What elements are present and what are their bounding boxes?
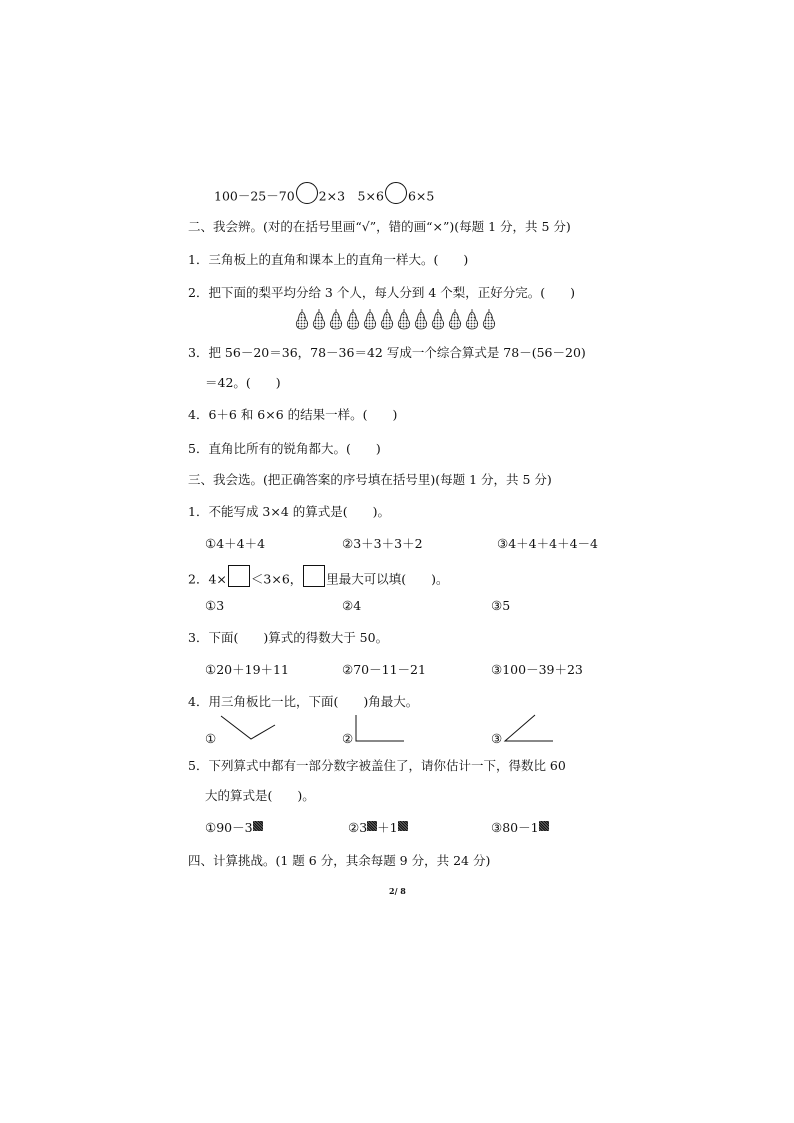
s3-question-5-line-2: 大的算式是( )。	[205, 788, 315, 803]
pear-icon	[311, 307, 327, 331]
blank-box-1[interactable]	[228, 565, 250, 587]
pear-icon	[345, 307, 361, 331]
s3-q5-option-2: ②3 ＋1	[348, 819, 408, 837]
s2-question-3-line-2: ＝42。( )	[205, 375, 281, 390]
pear-icon	[362, 307, 378, 331]
s3-question-3: 3．下面( )算式的得数大于 50。	[188, 630, 389, 645]
s2-question-5: 5．直角比所有的锐角都大。( )	[188, 441, 381, 456]
s3-q2-option-3: ③5	[491, 598, 511, 613]
covered-digit-block	[253, 821, 263, 831]
pear-icon	[328, 307, 344, 331]
s2-question-3-line-1: 3．把 56－20＝36，78－36＝42 写成一个综合算式是 78－(56－20)	[188, 345, 586, 360]
covered-digit-block	[367, 821, 377, 831]
s3-q3-option-3: ③100－39＋23	[491, 662, 583, 677]
s3-q1-option-2: ②3＋3＋3＋2	[342, 536, 423, 551]
s3-question-2: 2．4× ＜3×6， 里最大可以填( )。	[188, 569, 449, 591]
pear-icon	[413, 307, 429, 331]
s3-q3-option-1: ①20＋19＋11	[205, 662, 289, 677]
pear-icon	[464, 307, 480, 331]
top-compare-line: 100－25－70 2×3 5×6 6×5	[214, 186, 434, 208]
s2-question-2: 2．把下面的梨平均分给 3 个人，每人分到 4 个梨，正好分完。( )	[188, 285, 576, 300]
compare-circle-2[interactable]	[385, 182, 407, 204]
s3-q2-option-1: ①3	[205, 598, 225, 613]
pear-icon	[447, 307, 463, 331]
covered-digit-block	[539, 821, 549, 831]
pear-icon	[379, 307, 395, 331]
pear-icon	[294, 307, 310, 331]
page-number: 2/ 8	[389, 886, 406, 896]
s3-q5-option-3: ③80－1	[491, 819, 549, 837]
s3-question-5-line-1: 5．下列算式中都有一部分数字被盖住了，请你估计一下，得数比 60	[188, 758, 566, 773]
angle-2-diagram	[354, 713, 414, 743]
s3-q5-option-1: ①90－3	[205, 819, 263, 837]
s3-q1-option-1: ①4＋4＋4	[205, 536, 266, 551]
s3-question-1: 1．不能写成 3×4 的算式是( )。	[188, 504, 391, 519]
angle-1-diagram	[219, 713, 279, 743]
angle-3-diagram	[503, 713, 563, 743]
blank-box-2[interactable]	[303, 565, 325, 587]
covered-digit-block	[398, 821, 408, 831]
s3-question-4: 4．用三角板比一比，下面( )角最大。	[188, 694, 419, 709]
s3-q1-option-3: ③4＋4＋4＋4－4	[497, 536, 598, 551]
s2-question-1: 1．三角板上的直角和课本上的直角一样大。( )	[188, 252, 469, 267]
s3-q4-option-2: ②	[342, 731, 354, 746]
pear-icon	[396, 307, 412, 331]
s3-q4-option-3: ③	[491, 731, 503, 746]
section-3-title: 三、我会选。(把正确答案的序号填在括号里)(每题 1 分，共 5 分)	[188, 472, 552, 487]
s3-q4-option-1: ①	[205, 731, 217, 746]
pear-icon	[481, 307, 497, 331]
pear-icon	[430, 307, 446, 331]
s2-question-4: 4．6＋6 和 6×6 的结果一样。( )	[188, 407, 398, 422]
section-2-title: 二、我会辨。(对的在括号里画“√”，错的画“×”)(每题 1 分，共 5 分)	[188, 219, 571, 234]
section-4-title: 四、计算挑战。(1 题 6 分，其余每题 9 分，共 24 分)	[188, 853, 491, 868]
s3-q3-option-2: ②70－11－21	[342, 662, 426, 677]
compare-circle-1[interactable]	[296, 182, 318, 204]
s3-q2-option-2: ②4	[342, 598, 362, 613]
